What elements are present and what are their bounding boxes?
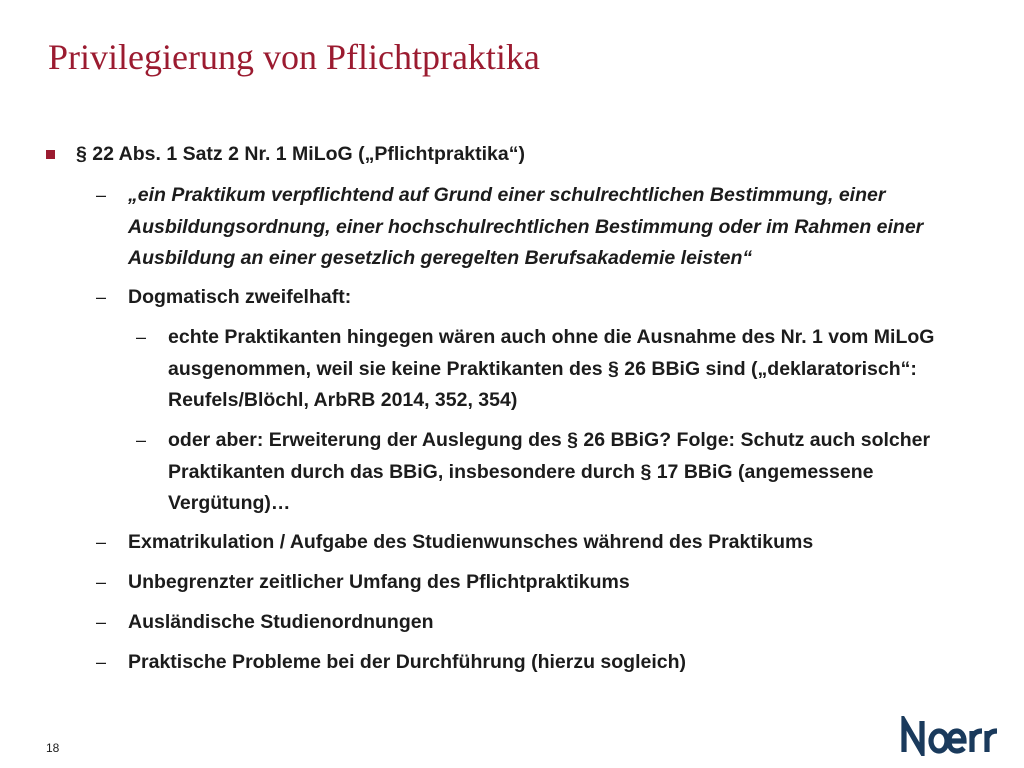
bullet-text: Ausländische Studienordnungen — [128, 611, 434, 633]
sub-bullet-item — [0, 567, 1024, 599]
bullet-text: Exmatrikulation / Aufgabe des Studienwunsches während des Praktikums — [128, 531, 814, 553]
noerr-logo — [900, 716, 1004, 756]
sub-sub-bullet-item — [0, 425, 1024, 520]
bullet-item — [46, 139, 986, 171]
sub-bullet-item — [0, 607, 1024, 639]
bullet-text: „ein Praktikum verpflichtend auf Grund einer schulrechtlichen Bestimmung, einer Ausbildungsordnung, einer hochschulrechtlichen Bestimmung oder im Rahmen einer Ausbildung an einer gesetzlich geregelten Berufsakademie leisten“ — [128, 184, 924, 269]
dash-marker: – — [96, 287, 107, 307]
sub-bullet-item — [0, 282, 1024, 314]
bullet-text: Unbegrenzter zeitlicher Umfang des Pflichtpraktikums — [128, 571, 630, 593]
page-number: 18 — [46, 741, 60, 755]
sub-bullet-item — [0, 180, 1024, 275]
bullet-text: Praktische Probleme bei der Durchführung (hierzu sogleich) — [128, 651, 687, 673]
bullet-text: § 22 Abs. 1 Satz 2 Nr. 1 MiLoG („Pflichtpraktika“) — [76, 143, 525, 165]
dash-marker: – — [136, 430, 147, 450]
dash-marker: – — [96, 612, 107, 632]
dash-marker: – — [96, 532, 107, 552]
sub-bullet-item — [0, 527, 1024, 559]
bullet-text: echte Praktikanten hingegen wären auch ohne die Ausnahme des Nr. 1 vom MiLoG ausgenommen, weil sie keine Praktikanten des § 26 BBiG sind („deklaratorisch“: Reufels/Blöchl, ArbRB 2014, 352, 354) — [168, 326, 935, 411]
dash-marker: – — [96, 652, 107, 672]
bullet-text: Dogmatisch zweifelhaft: — [128, 286, 352, 308]
dash-marker: – — [96, 185, 107, 205]
dash-marker: – — [96, 572, 107, 592]
sub-sub-bullet-item — [0, 322, 1024, 417]
bullet-text: oder aber: Erweiterung der Auslegung des § 26 BBiG? Folge: Schutz auch solcher Praktikanten durch das BBiG, insbesondere durch § 17 BBiG (angemessene Vergütung)… — [168, 429, 931, 514]
sub-bullet-item — [0, 647, 1024, 679]
slide-title: Privilegierung von Pflichtpraktika — [48, 37, 540, 77]
square-bullet-icon — [46, 150, 55, 159]
dash-marker: – — [136, 327, 147, 347]
